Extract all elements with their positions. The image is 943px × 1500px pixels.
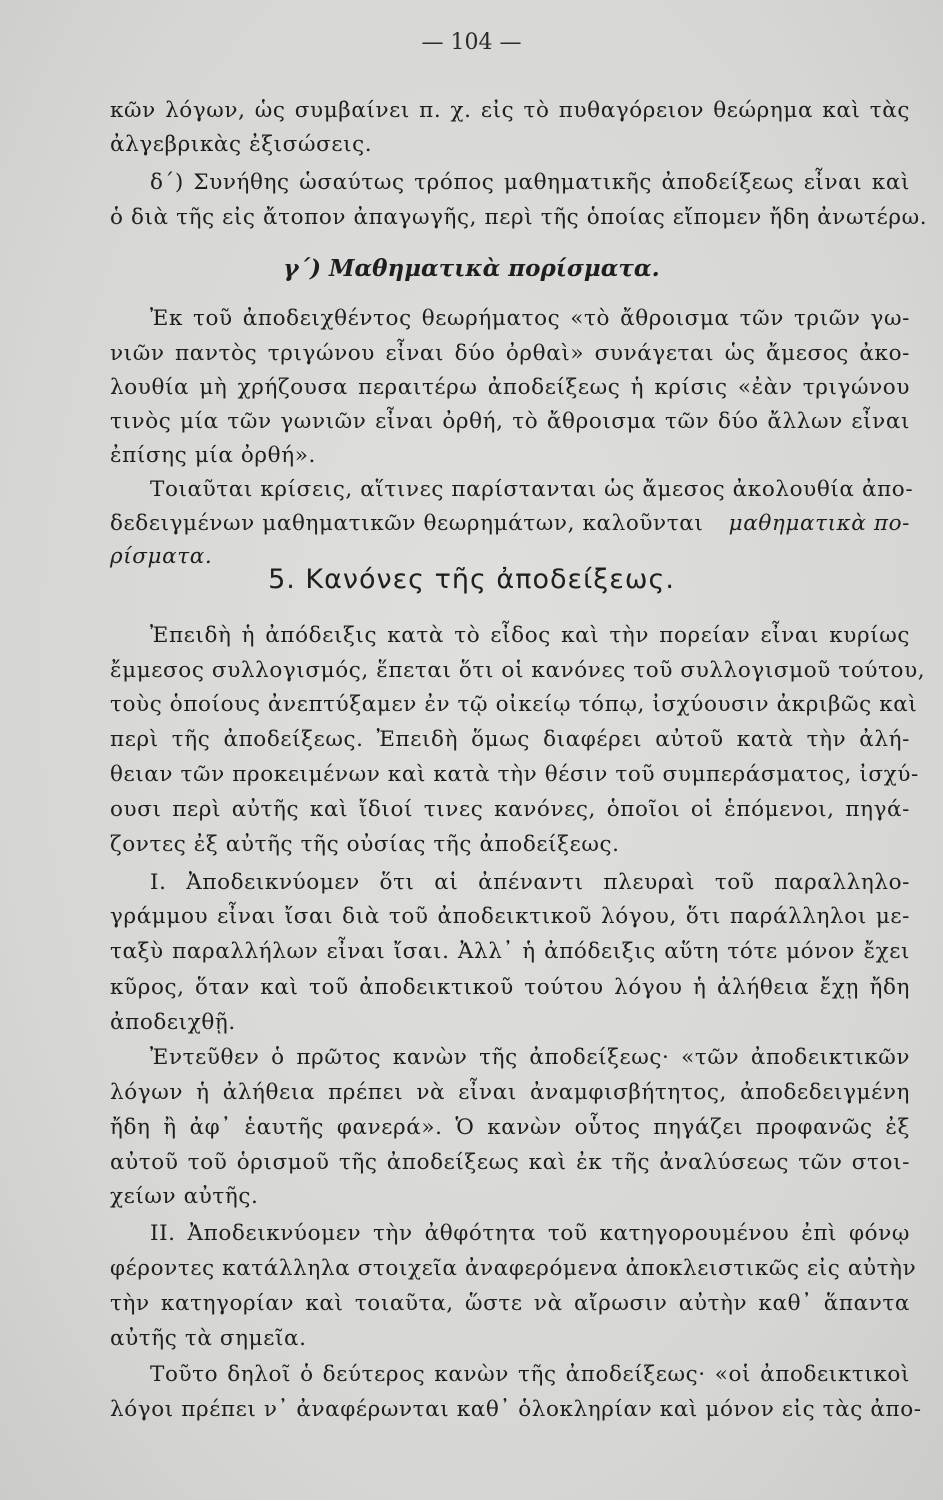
text-line: φέροντες κατάλληλα στοιχεῖα ἀναφερόμενα ἀποκλειστικῶς εἰς αὐτὴν	[110, 1256, 917, 1281]
text-line: ἔμμεσος συλλογισμός, ἕπεται ὅτι οἱ κανόνες τοῦ συλλογισμοῦ τούτου,	[110, 658, 926, 683]
text-line: ἤδη ἢ ἀφ᾽ ἑαυτῆς φανερά». Ὁ κανὼν οὗτος πηγάζει προφανῶς ἐξ	[110, 1115, 910, 1140]
italic-term: μαθηματικὰ πο-	[728, 511, 910, 536]
text-line: Τοιαῦται κρίσεις, αἵτινες παρίστανται ὡς ἄμεσος ἀκολουθία ἀπο-	[150, 477, 914, 502]
text-line: Ἐκ τοῦ ἀποδειχθέντος θεωρήματος «τὸ ἄθροισμα τῶν τριῶν γω-	[150, 306, 910, 331]
text-line: λόγοι πρέπει ν᾽ ἀναφέρωνται καθ᾽ ὁλοκληρίαν καὶ μόνον εἰς τὰς ἀπο-	[110, 1397, 922, 1422]
section-heading: 5. Κανόνες τῆς ἀποδείξεως.	[268, 564, 675, 595]
text-line: τινὸς μία τῶν γωνιῶν εἶναι ὀρθή, τὸ ἄθροισμα τῶν δύο ἄλλων εἶναι	[110, 409, 910, 434]
text-line: II. Ἀποδεικνύομεν τὴν ἀθφότητα τοῦ κατηγορουμένου ἐπὶ φόνῳ	[150, 1221, 910, 1246]
text-line: Ἐντεῦθεν ὁ πρῶτος κανὼν τῆς ἀποδείξεως· «τῶν ἀποδεικτικῶν	[150, 1045, 910, 1070]
text-line: Ἐπειδὴ ἡ ἀπόδειξις κατὰ τὸ εἶδος καὶ τὴν πορείαν εἶναι κυρίως	[150, 623, 910, 648]
text-line: ταξὺ παραλλήλων εἶναι ἴσαι. Ἀλλ᾽ ἡ ἀπόδειξις αὕτη τότε μόνον ἔχει	[110, 939, 910, 964]
text-line	[110, 511, 910, 536]
text-line: γράμμου εἶναι ἴσαι διὰ τοῦ ἀποδεικτικοῦ λόγου, ὅτι παράλληλοι με-	[110, 904, 910, 929]
text-line: κῦρος, ὅταν καὶ τοῦ ἀποδεικτικοῦ τούτου λόγου ἡ ἀλήθεια ἔχῃ ἤδη	[110, 975, 910, 1000]
text-line: ζοντες ἐξ αὐτῆς τῆς οὐσίας τῆς ἀποδείξεως.	[110, 832, 620, 857]
text-line: I. Ἀποδεικνύομεν ὅτι αἱ ἀπέναντι πλευραὶ τοῦ παραλληλο-	[150, 870, 910, 895]
text-line: ὁ διὰ τῆς εἰς ἄτοπον ἀπαγωγῆς, περὶ τῆς ὁποίας εἴπομεν ἤδη ἀνωτέρω.	[110, 205, 928, 230]
text-line: χείων αὐτῆς.	[110, 1184, 259, 1209]
text-line: κῶν λόγων, ὡς συμβαίνει π. χ. εἰς τὸ πυθαγόρειον θεώρημα καὶ τὰς	[110, 98, 910, 123]
text-line: αὐτοῦ τοῦ ὁρισμοῦ τῆς ἀποδείξεως καὶ ἐκ τῆς ἀναλύσεως τῶν στοι-	[110, 1150, 910, 1175]
text-line: ρίσματα.	[110, 544, 213, 569]
text-run: δεδειγμένων μαθηματικῶν θεωρημάτων, καλοῦνται	[110, 511, 704, 536]
text-line: αὐτῆς τὰ σημεῖα.	[110, 1326, 307, 1351]
text-line: ουσι περὶ αὐτῆς καὶ ἴδιοί τινες κανόνες, ὁποῖοι οἱ ἑπόμενοι, πηγά-	[110, 797, 910, 822]
text-line: Τοῦτο δηλοῖ ὁ δεύτερος κανὼν τῆς ἀποδείξεως· «οἱ ἀποδεικτικοὶ	[150, 1362, 910, 1387]
text-line: λόγων ἡ ἀλήθεια πρέπει νὰ εἶναι ἀναμφισβήτητος, ἀποδεδειγμένη	[110, 1080, 910, 1105]
text-line: δ΄) Συνήθης ὡσαύτως τρόπος μαθηματικῆς ἀποδείξεως εἶναι καὶ	[150, 170, 910, 195]
text-line: τοὺς ὁποίους ἀνεπτύξαμεν ἐν τῷ οἰκείῳ τόπῳ, ἰσχύουσιν ἀκριβῶς καὶ	[110, 692, 918, 717]
text-line: λουθία μὴ χρήζουσα περαιτέρω ἀποδείξεως ἡ κρίσις «ἐὰν τριγώνου	[110, 375, 910, 400]
page-number: — 104 —	[421, 30, 522, 55]
text-line: ἀλγεβρικὰς ἐξισώσεις.	[110, 132, 373, 157]
text-line: ἀποδειχθῇ.	[110, 1010, 236, 1035]
text-line: θειαν τῶν προκειμένων καὶ κατὰ τὴν θέσιν τοῦ συμπεράσματος, ἰσχύ-	[110, 762, 919, 787]
text-line: ἐπίσης μία ὀρθή».	[110, 443, 316, 468]
text-line: τὴν κατηγορίαν καὶ τοιαῦτα, ὥστε νὰ αἴρωσιν αὐτὴν καθ᾽ ἅπαντα	[110, 1291, 910, 1316]
subsection-heading: γ΄) Μαθηματικὰ πορίσματα.	[283, 255, 660, 282]
text-line: νιῶν παντὸς τριγώνου εἶναι δύο ὀρθαὶ» συνάγεται ὡς ἄμεσος ἀκο-	[110, 341, 910, 366]
text-line: περὶ τῆς ἀποδείξεως. Ἐπειδὴ ὅμως διαφέρει αὐτοῦ κατὰ τὴν ἀλή-	[110, 727, 910, 752]
